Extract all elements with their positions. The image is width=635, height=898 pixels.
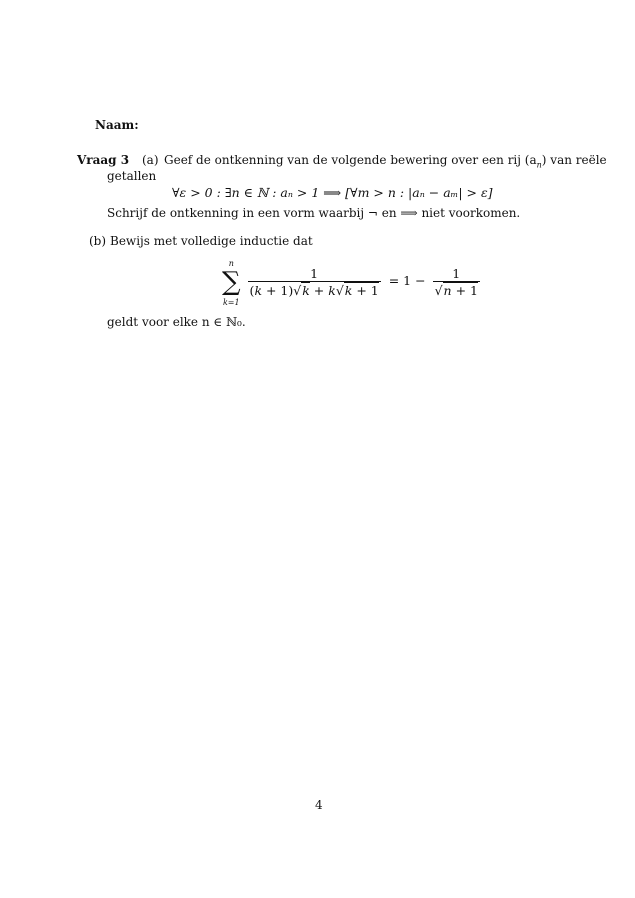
rhs-denominator: √n + 1 <box>434 282 478 298</box>
summation <box>222 256 241 307</box>
sum-lower-limit: k=1 <box>222 297 240 307</box>
induction-formula <box>222 256 480 307</box>
part-a-text-end: ) van reële <box>541 153 607 167</box>
sum-upper-limit: n <box>228 259 234 268</box>
part-b-closing: geldt voor elke n ∈ ℕ₀. <box>107 315 246 329</box>
sequence-subscript: n <box>536 160 542 170</box>
lhs-numerator: 1 <box>310 265 319 281</box>
part-a-marker: (a) <box>142 153 159 167</box>
rhs-fraction <box>433 266 480 298</box>
sigma-symbol: ∑ <box>222 266 241 297</box>
part-b-marker: (b) <box>89 234 107 248</box>
part-a-formula: ∀ε > 0 : ∃n ∈ ℕ : aₙ > 1 ⟹ [∀m > n : |aₙ − aₘ| > ε] <box>172 185 493 200</box>
lhs-denominator: (k + 1)√k + k√k + 1 <box>249 282 379 298</box>
part-a-text-line2: getallen <box>107 169 157 183</box>
rhs-prefix: = 1 − <box>388 273 426 288</box>
part-a-text-line1 <box>164 153 607 169</box>
part-b-text: Bewijs met volledige inductie dat <box>110 234 313 248</box>
page-number: 4 <box>315 798 323 812</box>
rhs-numerator: 1 <box>452 265 461 281</box>
question-label: Vraag 3 <box>77 153 130 167</box>
name-label: Naam: <box>95 118 139 132</box>
part-a-instruction: Schrijf de ontkenning in een vorm waarbij ¬ en ⟹ niet voorkomen. <box>107 206 521 220</box>
part-a-text-start: Geef de ontkenning van de volgende bewering over een rij (a <box>164 153 537 167</box>
lhs-fraction <box>248 266 381 298</box>
